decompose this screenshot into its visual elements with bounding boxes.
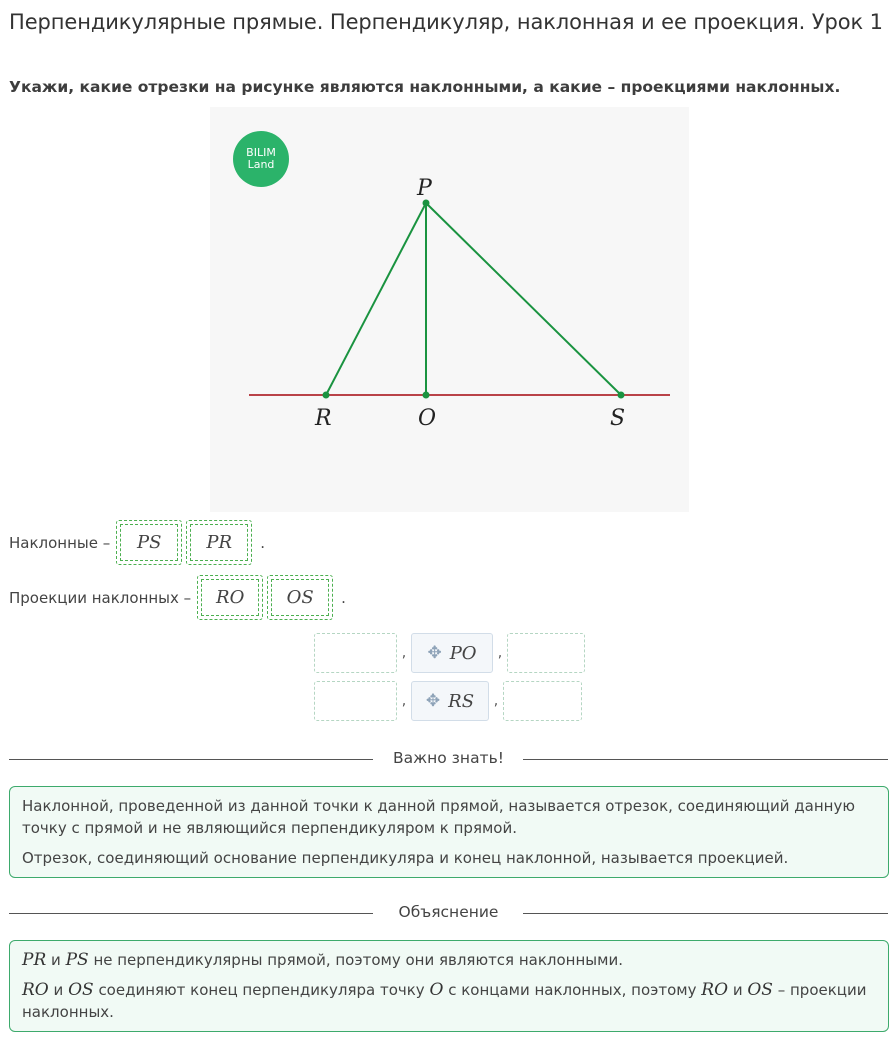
explanation-heading: Объяснение [398,903,499,921]
explanation-divider [9,903,888,923]
point-r [323,392,330,399]
drop-slot[interactable] [197,575,263,620]
drop-slot[interactable] [116,520,182,565]
move-icon: ✥ [427,643,442,663]
logo-line-2: Land [247,158,275,171]
empty-slot[interactable] [314,633,397,673]
end-dot: . [341,588,346,607]
answer-chip[interactable]: OS [271,579,329,616]
option-label: RS [448,690,475,712]
explanation-line-1 [22,949,876,971]
drop-slot[interactable] [267,575,333,620]
inclined-label: Наклонные – [9,533,111,552]
move-icon: ✥ [425,691,441,711]
math-term: RO [701,980,729,1000]
drop-slot[interactable] [186,520,252,565]
math-term: OS [747,980,773,1000]
task-text: Укажи, какие отрезки на рисунке являются наклонными, а какие – проекциями наклонных. [9,78,841,96]
answer-chip[interactable]: PS [120,524,178,561]
answer-chip[interactable]: RO [201,579,259,616]
important-paragraph: Наклонной, проведенной из данной точки к данной прямой, называется отрезок, соединяющий данную точку с прямой и не являющийся перпендикуляром к прямой. [22,797,855,837]
page-title: Перпендикулярные прямые. Перпендикуляр, наклонная и ее проекция. Урок 1 [9,10,883,34]
explanation-text: соединяют конец перпендикуляра точку [98,981,425,999]
conjunction: и [732,981,743,999]
important-box [9,786,889,878]
draggable-option[interactable] [411,681,489,721]
explanation-text: – проекции наклонных. [22,981,867,1021]
math-term: RO [22,980,49,1000]
empty-slot[interactable] [507,633,585,673]
explanation-text: с концами наклонных, поэтому [448,981,697,999]
label-p: P [417,176,432,201]
explanation-box [9,940,889,1032]
option-label: PO [449,642,477,664]
draggable-option[interactable] [411,633,493,673]
segment-ps [426,203,621,395]
logo-line-1: BILIM [246,146,276,159]
conjunction: и [51,951,61,969]
important-heading: Важно знать! [393,749,504,767]
comma: , [497,645,503,661]
comma: , [401,693,407,709]
empty-slot[interactable] [503,681,582,721]
explanation-line-2 [22,979,876,1023]
math-term: O [429,980,444,1000]
label-s: S [610,406,626,431]
math-term: PS [65,950,89,970]
important-divider [9,749,888,769]
math-term: OS [68,980,94,1000]
option-bank-row [314,633,585,673]
comma: , [401,645,407,661]
option-bank-row [314,681,582,721]
math-term: PR [22,950,47,970]
explanation-text: не перпендикулярны прямой, поэтому они являются наклонными. [93,951,623,969]
comma: , [493,693,499,709]
end-dot: . [260,533,266,552]
conjunction: и [53,981,64,999]
projections-answer-row [9,575,346,620]
point-o [423,392,430,399]
empty-slot[interactable] [314,681,397,721]
label-o: O [418,406,437,431]
projections-label: Проекции наклонных – [9,588,192,607]
important-paragraph: Отрезок, соединяющий основание перпендикуляра и конец наклонной, называется проекцией. [22,849,789,867]
bilimland-logo [233,131,289,187]
label-r: R [315,406,332,431]
inclined-answer-row [9,520,265,565]
segment-pr [326,203,426,395]
answer-chip[interactable]: PR [190,524,248,561]
point-s [618,392,625,399]
geometry-figure [210,107,689,512]
